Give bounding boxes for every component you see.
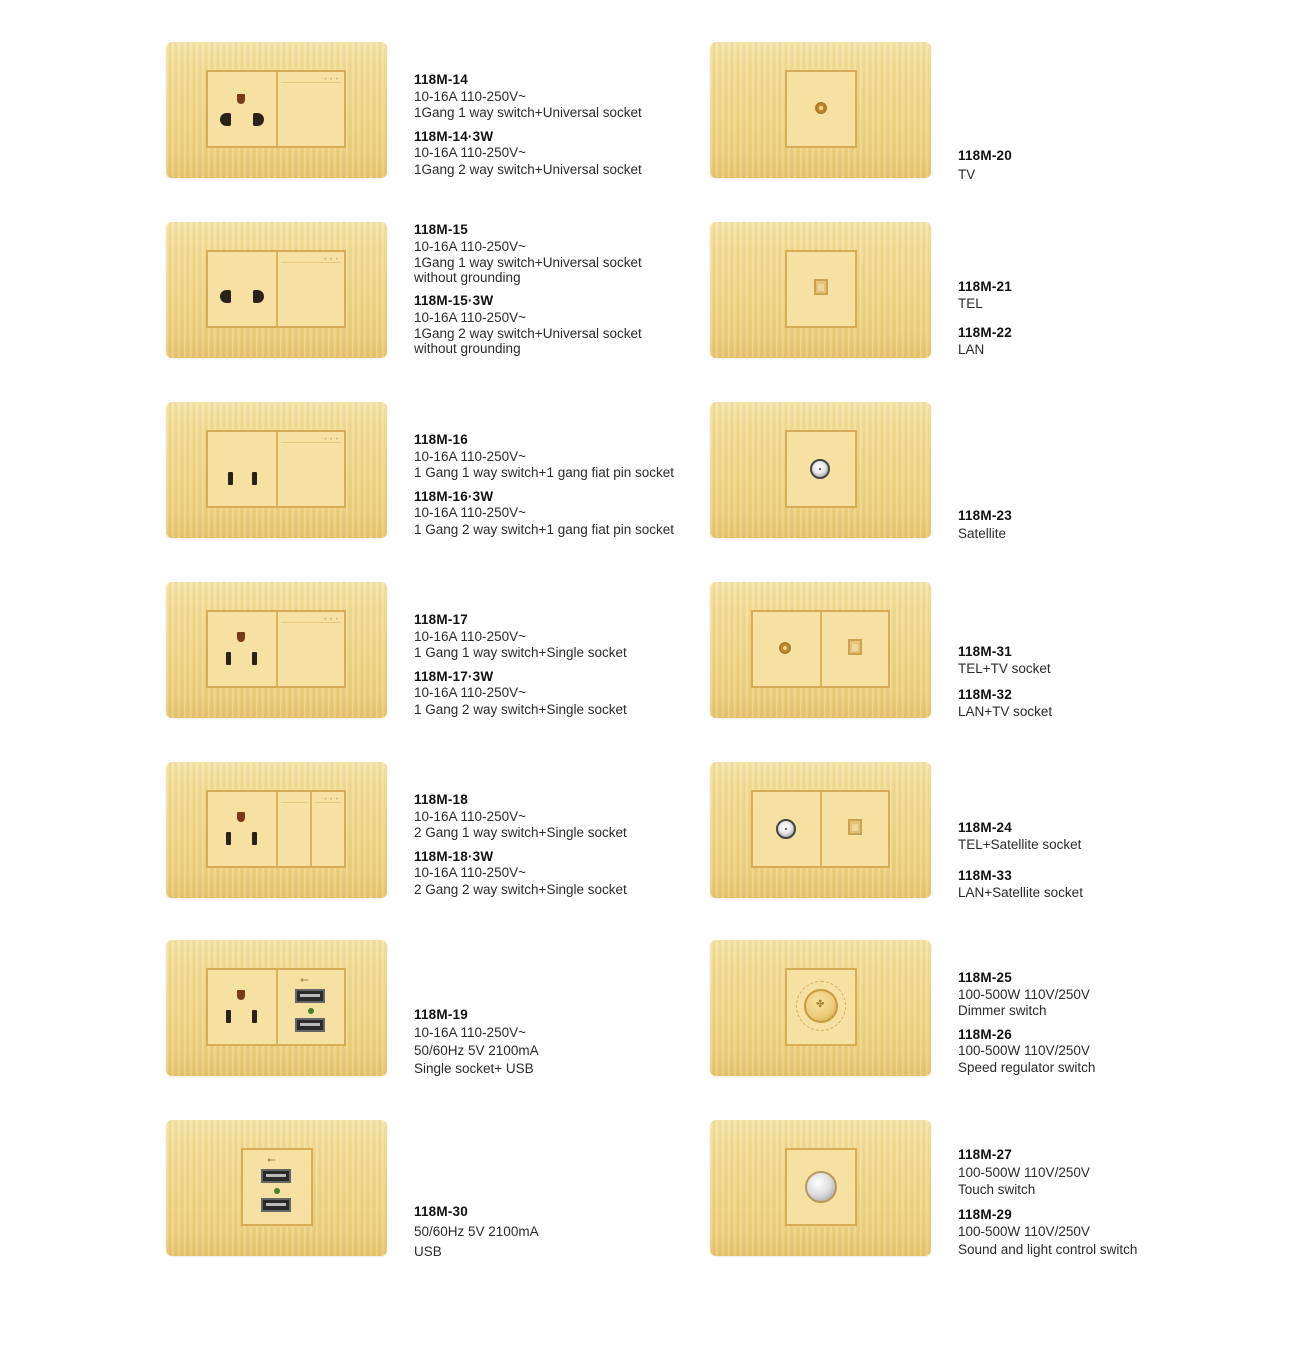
fan-icon: ✤ bbox=[816, 999, 825, 1010]
rocker-switch-1 bbox=[278, 792, 312, 866]
switch-dots-icon: • • • bbox=[324, 437, 339, 443]
rj-port-icon bbox=[814, 279, 828, 295]
model-number: 118M-23 bbox=[958, 508, 1012, 523]
product-118m-27 bbox=[710, 1120, 1255, 1260]
product-118m-16 bbox=[166, 402, 711, 542]
module-frame bbox=[206, 610, 346, 688]
flat-pin-icon bbox=[228, 472, 233, 485]
spec-line: 1Gang 1 way switch+Universal socket bbox=[414, 255, 642, 270]
spec-line: 1Gang 1 way switch+Universal socket bbox=[414, 105, 642, 120]
spec-line: LAN+Satellite socket bbox=[958, 884, 1083, 900]
spec-line: without grounding bbox=[414, 269, 521, 285]
rocker-switch bbox=[278, 252, 344, 326]
module-frame bbox=[751, 790, 890, 868]
flat-pin-icon bbox=[252, 1010, 257, 1023]
model-number: 118M-32 bbox=[958, 687, 1012, 702]
model-number: 118M-15 bbox=[414, 222, 468, 237]
flat-pin-icon bbox=[226, 832, 231, 845]
spec-group bbox=[414, 222, 642, 286]
model-number: 118M-15·3W bbox=[414, 293, 494, 308]
product-description bbox=[414, 1006, 539, 1085]
spec-line: Sound and light control switch bbox=[958, 1241, 1138, 1257]
spec-line: 100-500W 110V/250V bbox=[958, 986, 1090, 1002]
switch-plus-single-socket-plate bbox=[166, 582, 387, 718]
product-description bbox=[958, 970, 1095, 1083]
touch-button-icon bbox=[805, 1171, 837, 1203]
spec-line: 100-500W 110V/250V bbox=[958, 1164, 1090, 1180]
module-frame bbox=[785, 968, 857, 1046]
model-number: 118M-24 bbox=[958, 820, 1012, 835]
spec-line: 100-500W 110V/250V bbox=[958, 1043, 1090, 1058]
spec-group bbox=[414, 129, 642, 179]
product-description bbox=[958, 507, 1012, 550]
spec-line: LAN bbox=[958, 341, 985, 357]
model-number: 118M-31 bbox=[958, 644, 1012, 659]
product-description bbox=[414, 1202, 539, 1269]
spec-line: Speed regulator switch bbox=[958, 1059, 1096, 1075]
tel-module bbox=[822, 792, 888, 866]
tv-module bbox=[787, 72, 855, 146]
model-number: 118M-16·3W bbox=[414, 488, 494, 504]
tv-plus-tel-socket-plate bbox=[710, 582, 931, 718]
model-number: 118M-22 bbox=[958, 325, 1012, 340]
rj-port-icon bbox=[848, 639, 862, 655]
product-118m-17 bbox=[166, 582, 711, 722]
product-118m-21 bbox=[710, 222, 1255, 362]
flat-pin-icon bbox=[252, 832, 257, 845]
flat-pin-icon bbox=[226, 1010, 231, 1023]
usb-plate bbox=[166, 1120, 387, 1256]
usb-port-icon bbox=[295, 989, 325, 1003]
product-description bbox=[414, 222, 642, 364]
switch-dots-icon: • • • bbox=[324, 77, 339, 83]
module-frame bbox=[751, 610, 890, 688]
ground-pin-icon bbox=[237, 990, 245, 1000]
round-pin-icon bbox=[253, 113, 264, 126]
spec-group bbox=[958, 325, 1012, 358]
led-indicator-icon bbox=[308, 1008, 314, 1014]
spec-line: 1Gang 2 way switch+Universal socket bbox=[414, 326, 642, 341]
product-description bbox=[414, 612, 627, 725]
spec-line: USB bbox=[414, 1244, 442, 1259]
tv-coax-icon bbox=[779, 642, 791, 654]
product-118m-20 bbox=[710, 42, 1255, 182]
usb-module bbox=[278, 970, 344, 1044]
usb-symbol-icon: ⭠ bbox=[300, 974, 309, 986]
rocker-switch-2 bbox=[312, 792, 344, 866]
spec-line: 10-16A 110-250V~ bbox=[414, 145, 526, 160]
module-frame bbox=[785, 1148, 857, 1226]
single-socket-module bbox=[208, 792, 278, 866]
module-frame bbox=[785, 70, 857, 148]
dimmer-switch-plate bbox=[710, 940, 931, 1076]
universal-socket-module bbox=[208, 252, 278, 326]
model-number: 118M-26 bbox=[958, 1026, 1012, 1042]
spec-group bbox=[414, 489, 674, 539]
tel-module bbox=[787, 252, 855, 326]
product-118m-30 bbox=[166, 1120, 711, 1260]
spec-group bbox=[958, 279, 1012, 312]
model-number: 118M-29 bbox=[958, 1206, 1012, 1222]
spec-line: 50/60Hz 5V 2100mA bbox=[414, 1043, 539, 1058]
module-frame bbox=[785, 430, 857, 508]
model-number: 118M-27 bbox=[958, 1147, 1012, 1162]
product-description bbox=[414, 432, 674, 545]
rj-port-icon bbox=[848, 819, 862, 835]
spec-group bbox=[414, 1006, 539, 1078]
model-number: 118M-33 bbox=[958, 868, 1012, 883]
module-frame bbox=[206, 790, 346, 868]
two-gang-switch-plus-single-socket-plate bbox=[166, 762, 387, 898]
ground-pin-icon bbox=[237, 94, 245, 104]
satellite-connector-icon bbox=[776, 819, 796, 839]
spec-group bbox=[414, 432, 674, 482]
model-number: 118M-30 bbox=[414, 1204, 468, 1219]
spec-line: Dimmer switch bbox=[958, 1003, 1047, 1018]
spec-line: 2 Gang 2 way switch+Single socket bbox=[414, 881, 627, 897]
model-number: 118M-20 bbox=[958, 148, 1012, 163]
spec-group bbox=[414, 612, 627, 662]
spec-line: LAN+TV socket bbox=[958, 703, 1053, 719]
rocker-switch bbox=[278, 72, 344, 146]
usb-port-icon bbox=[261, 1169, 291, 1183]
round-pin-icon bbox=[220, 113, 231, 126]
spec-line: 10-16A 110-250V~ bbox=[414, 685, 526, 700]
product-118m-18 bbox=[166, 762, 711, 902]
tv-coax-icon bbox=[815, 102, 827, 114]
satellite-socket-plate bbox=[710, 402, 931, 538]
product-118m-15 bbox=[166, 222, 711, 362]
switch-line bbox=[281, 802, 307, 803]
single-socket-module bbox=[208, 970, 278, 1044]
spec-group bbox=[958, 507, 1012, 543]
module-frame bbox=[241, 1148, 313, 1226]
product-description bbox=[958, 1146, 1137, 1265]
product-118m-14 bbox=[166, 42, 711, 182]
spec-group bbox=[414, 669, 627, 719]
spec-group bbox=[958, 146, 1012, 184]
usb-module bbox=[243, 1150, 311, 1224]
spec-line: 10-16A 110-250V~ bbox=[414, 238, 526, 254]
model-number: 118M-17·3W bbox=[414, 668, 494, 684]
spec-group bbox=[958, 1206, 1137, 1259]
spec-line: TV bbox=[958, 167, 976, 182]
spec-group bbox=[958, 868, 1083, 901]
product-118m-25 bbox=[710, 940, 1255, 1080]
touch-switch-plate bbox=[710, 1120, 931, 1256]
flat-pin-icon bbox=[252, 652, 257, 665]
spec-line: 10-16A 110-250V~ bbox=[414, 865, 526, 880]
spec-line: 1 Gang 1 way switch+1 gang fiat pin socket bbox=[414, 465, 675, 480]
module-frame bbox=[206, 250, 346, 328]
spec-group bbox=[414, 293, 642, 357]
round-pin-icon bbox=[253, 290, 264, 303]
spec-line: 10-16A 110-250V~ bbox=[414, 448, 526, 464]
rocker-switch bbox=[278, 432, 344, 506]
touch-module bbox=[787, 1150, 855, 1224]
spec-line: TEL+TV socket bbox=[958, 660, 1051, 676]
spec-line: Satellite bbox=[958, 526, 1007, 541]
model-number: 118M-17 bbox=[414, 612, 468, 627]
satellite-module bbox=[753, 792, 822, 866]
spec-line: 10-16A 110-250V~ bbox=[414, 1025, 526, 1040]
model-number: 118M-14 bbox=[414, 72, 468, 87]
switch-dots-icon: • • • bbox=[324, 617, 339, 623]
spec-line: 1 Gang 1 way switch+Single socket bbox=[414, 645, 627, 660]
spec-line: 10-16A 110-250V~ bbox=[414, 505, 526, 520]
round-pin-icon bbox=[220, 290, 231, 303]
module-frame bbox=[206, 430, 346, 508]
product-description bbox=[414, 72, 642, 185]
spec-line: TEL+Satellite socket bbox=[958, 836, 1082, 852]
spec-group bbox=[958, 1027, 1095, 1077]
module-frame bbox=[206, 968, 346, 1046]
rocker-switch bbox=[278, 612, 344, 686]
model-number: 118M-21 bbox=[958, 279, 1012, 294]
module-frame bbox=[206, 70, 346, 148]
single-socket-plus-usb-plate bbox=[166, 940, 387, 1076]
spec-group bbox=[958, 970, 1095, 1020]
product-description bbox=[414, 792, 627, 905]
spec-line: 1 Gang 2 way switch+Single socket bbox=[414, 701, 627, 717]
spec-group bbox=[414, 849, 627, 899]
universal-socket-module bbox=[208, 72, 278, 146]
tv-module bbox=[753, 612, 822, 686]
satellite-plus-tel-socket-plate bbox=[710, 762, 931, 898]
ground-pin-icon bbox=[237, 812, 245, 822]
spec-line: 10-16A 110-250V~ bbox=[414, 88, 526, 104]
spec-group bbox=[958, 687, 1052, 720]
single-socket-module bbox=[208, 612, 278, 686]
product-description bbox=[958, 644, 1052, 727]
flat-pin-icon bbox=[252, 472, 257, 485]
product-118m-24 bbox=[710, 762, 1255, 902]
model-number: 118M-19 bbox=[414, 1007, 468, 1022]
flat-pin-icon bbox=[226, 652, 231, 665]
spec-group bbox=[414, 792, 627, 842]
product-118m-23 bbox=[710, 402, 1255, 542]
switch-dots-icon: • • • bbox=[324, 797, 339, 803]
flat-pin-socket-module bbox=[208, 432, 278, 506]
usb-symbol-icon: ⭠ bbox=[267, 1154, 276, 1166]
product-description bbox=[958, 820, 1083, 908]
spec-line: Single socket+ USB bbox=[414, 1061, 534, 1076]
spec-line: Touch switch bbox=[958, 1182, 1036, 1197]
usb-port-icon bbox=[261, 1198, 291, 1212]
ground-pin-icon bbox=[237, 632, 245, 642]
spec-line: 1Gang 2 way switch+Universal socket bbox=[414, 161, 642, 177]
spec-line: 2 Gang 1 way switch+Single socket bbox=[414, 825, 627, 840]
switch-plus-universal-socket-no-ground-plate bbox=[166, 222, 387, 358]
model-number: 118M-18·3W bbox=[414, 848, 494, 864]
spec-line: 10-16A 110-250V~ bbox=[414, 628, 526, 644]
usb-port-icon bbox=[295, 1018, 325, 1032]
product-118m-31 bbox=[710, 582, 1255, 722]
model-number: 118M-16 bbox=[414, 432, 468, 447]
spec-line: 100-500W 110V/250V bbox=[958, 1224, 1090, 1239]
spec-line: 50/60Hz 5V 2100mA bbox=[414, 1224, 539, 1239]
switch-dots-icon: • • • bbox=[324, 257, 339, 263]
model-number: 118M-25 bbox=[958, 970, 1012, 985]
model-number: 118M-14·3W bbox=[414, 128, 494, 144]
switch-plus-universal-socket-plate bbox=[166, 42, 387, 178]
spec-line: 1 Gang 2 way switch+1 gang fiat pin socket bbox=[414, 521, 675, 537]
product-description bbox=[958, 146, 1012, 191]
led-indicator-icon bbox=[274, 1188, 280, 1194]
spec-line: 10-16A 110-250V~ bbox=[414, 309, 526, 325]
spec-group bbox=[958, 644, 1052, 677]
model-number: 118M-18 bbox=[414, 792, 468, 807]
product-118m-19 bbox=[166, 940, 711, 1080]
tel-lan-socket-plate bbox=[710, 222, 931, 358]
tel-module bbox=[822, 612, 888, 686]
spec-line: 10-16A 110-250V~ bbox=[414, 808, 526, 824]
spec-group bbox=[958, 820, 1083, 853]
spec-line: without grounding bbox=[414, 340, 521, 356]
switch-plus-flat-pin-socket-plate bbox=[166, 402, 387, 538]
module-frame bbox=[785, 250, 857, 328]
spec-group bbox=[958, 1146, 1137, 1199]
dimmer-module bbox=[787, 970, 855, 1044]
satellite-connector-icon bbox=[810, 459, 830, 479]
spec-group bbox=[414, 1202, 539, 1262]
product-description bbox=[958, 279, 1012, 365]
satellite-module bbox=[787, 432, 855, 506]
spec-line: TEL bbox=[958, 295, 983, 311]
tv-socket-plate bbox=[710, 42, 931, 178]
spec-group bbox=[414, 72, 642, 122]
